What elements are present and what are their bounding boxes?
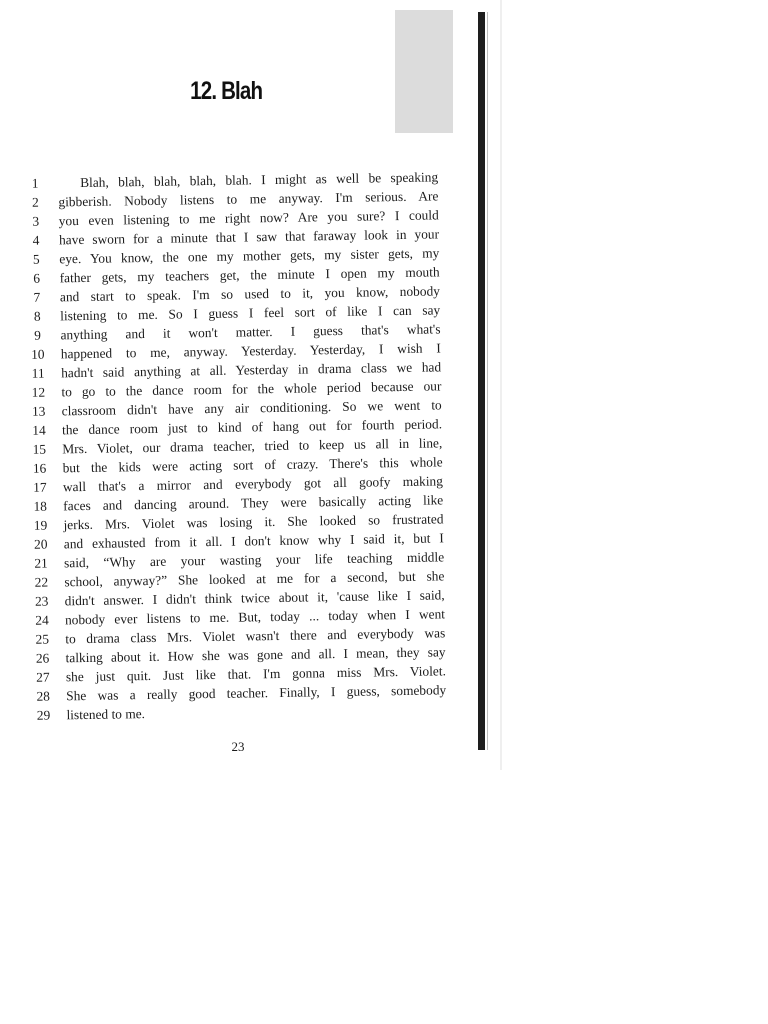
line-number: 2 [31, 194, 39, 210]
scan-shadow-block [395, 10, 453, 133]
line-number: 1 [31, 175, 39, 191]
line-number: 22 [34, 574, 49, 590]
line-number: 20 [33, 536, 48, 552]
line-text: to drama class Mrs. Violet wasn't there and everybody was [65, 625, 446, 647]
line-text: wall that's a mirror and everybody got all goofy making [62, 473, 443, 495]
line-text: anything and it won't matter. I guess that's what's [60, 321, 441, 343]
book-binding-edge [478, 12, 485, 750]
line-text: listened to me. [66, 706, 146, 723]
line-number: 6 [33, 270, 41, 286]
line-text: talking about it. How she was gone and all. I mean, they say [65, 644, 446, 666]
line-text: the dance room just to kind of hang out for fourth period. [61, 416, 443, 438]
line-number: 9 [34, 327, 41, 343]
page-number: 23 [231, 739, 245, 754]
line-number: 26 [35, 650, 50, 666]
line-text: She was a really good teacher. Finally, I guess, somebody [66, 682, 447, 704]
line-text: you even listening to me right now? Are you sure? I could [58, 207, 439, 229]
line-number: 19 [33, 517, 48, 533]
line-text: and start to speak. I'm so used to it, you know, nobody [59, 283, 441, 305]
line-text: happened to me, anyway. Yesterday. Yesterday, I wish I [60, 340, 441, 362]
line-number: 21 [34, 555, 48, 571]
line-number: 27 [36, 669, 50, 685]
line-text: Mrs. Violet, our drama teacher, tried to keep us all in line, [62, 435, 443, 457]
line-text: she just quit. Just like that. I'm gonna miss Mrs. Violet. [65, 663, 446, 685]
line-number: 5 [32, 251, 40, 267]
line-text: have sworn for a minute that I saw that faraway look in your [58, 226, 440, 248]
line-text: nobody ever listens to me. But, today ... today when I went [64, 606, 446, 628]
line-number: 25 [35, 631, 50, 647]
line-number: 8 [33, 308, 41, 324]
line-number: 23 [34, 593, 49, 609]
line-text: father gets, my teachers get, the minute I open my mouth [59, 264, 440, 286]
line-number: 4 [32, 232, 40, 248]
line-number: 16 [32, 460, 47, 476]
line-number: 15 [32, 441, 47, 457]
line-text: listening to me. So I guess I feel sort of like I can say [60, 302, 441, 324]
chapter-title: 12. Blah [190, 77, 263, 105]
line-number: 18 [33, 498, 48, 514]
line-number: 10 [31, 346, 45, 362]
line-text: said, “Why are your wasting your life teaching middle [63, 549, 445, 571]
line-text: gibberish. Nobody listens to me anyway. I'm serious. Are [58, 188, 439, 210]
line-text: classroom didn't have any air conditioning. So we went to [61, 397, 442, 419]
line-number: 11 [31, 365, 45, 381]
line-number: 12 [31, 384, 46, 400]
line-number: 13 [31, 403, 46, 419]
line-text: faces and dancing around. They were basically acting like [63, 492, 444, 514]
line-text: Blah, blah, blah, blah, blah. I might as well be speaking [80, 169, 439, 191]
line-number: 28 [36, 688, 51, 704]
line-text: and exhausted from it all. I don't know why I said it, but I [63, 530, 444, 552]
page-edge-shadow [500, 0, 502, 770]
line-text: but the kids were acting sort of crazy. There's this whole [62, 454, 443, 476]
line-number: 17 [33, 479, 47, 495]
line-number: 3 [32, 213, 40, 229]
binding-edge-shadow [487, 12, 488, 750]
numbered-text-block [18, 167, 467, 725]
line-text: eye. You know, the one my mother gets, my sister gets, my [59, 245, 440, 267]
line-number: 24 [35, 612, 49, 628]
line-text: hadn't said anything at all. Yesterday in drama class we had [61, 359, 442, 381]
line-text: school, anyway?” She looked at me for a second, but she [64, 568, 445, 590]
line-text: to go to the dance room for the whole period because our [61, 378, 442, 400]
line-number: 7 [33, 289, 41, 305]
line-number: 14 [32, 422, 46, 438]
line-text: didn't answer. I didn't think twice about it, 'cause like I said, [64, 587, 445, 609]
line-number: 29 [36, 707, 51, 723]
line-text: jerks. Mrs. Violet was losing it. She looked so frustrated [63, 511, 444, 533]
